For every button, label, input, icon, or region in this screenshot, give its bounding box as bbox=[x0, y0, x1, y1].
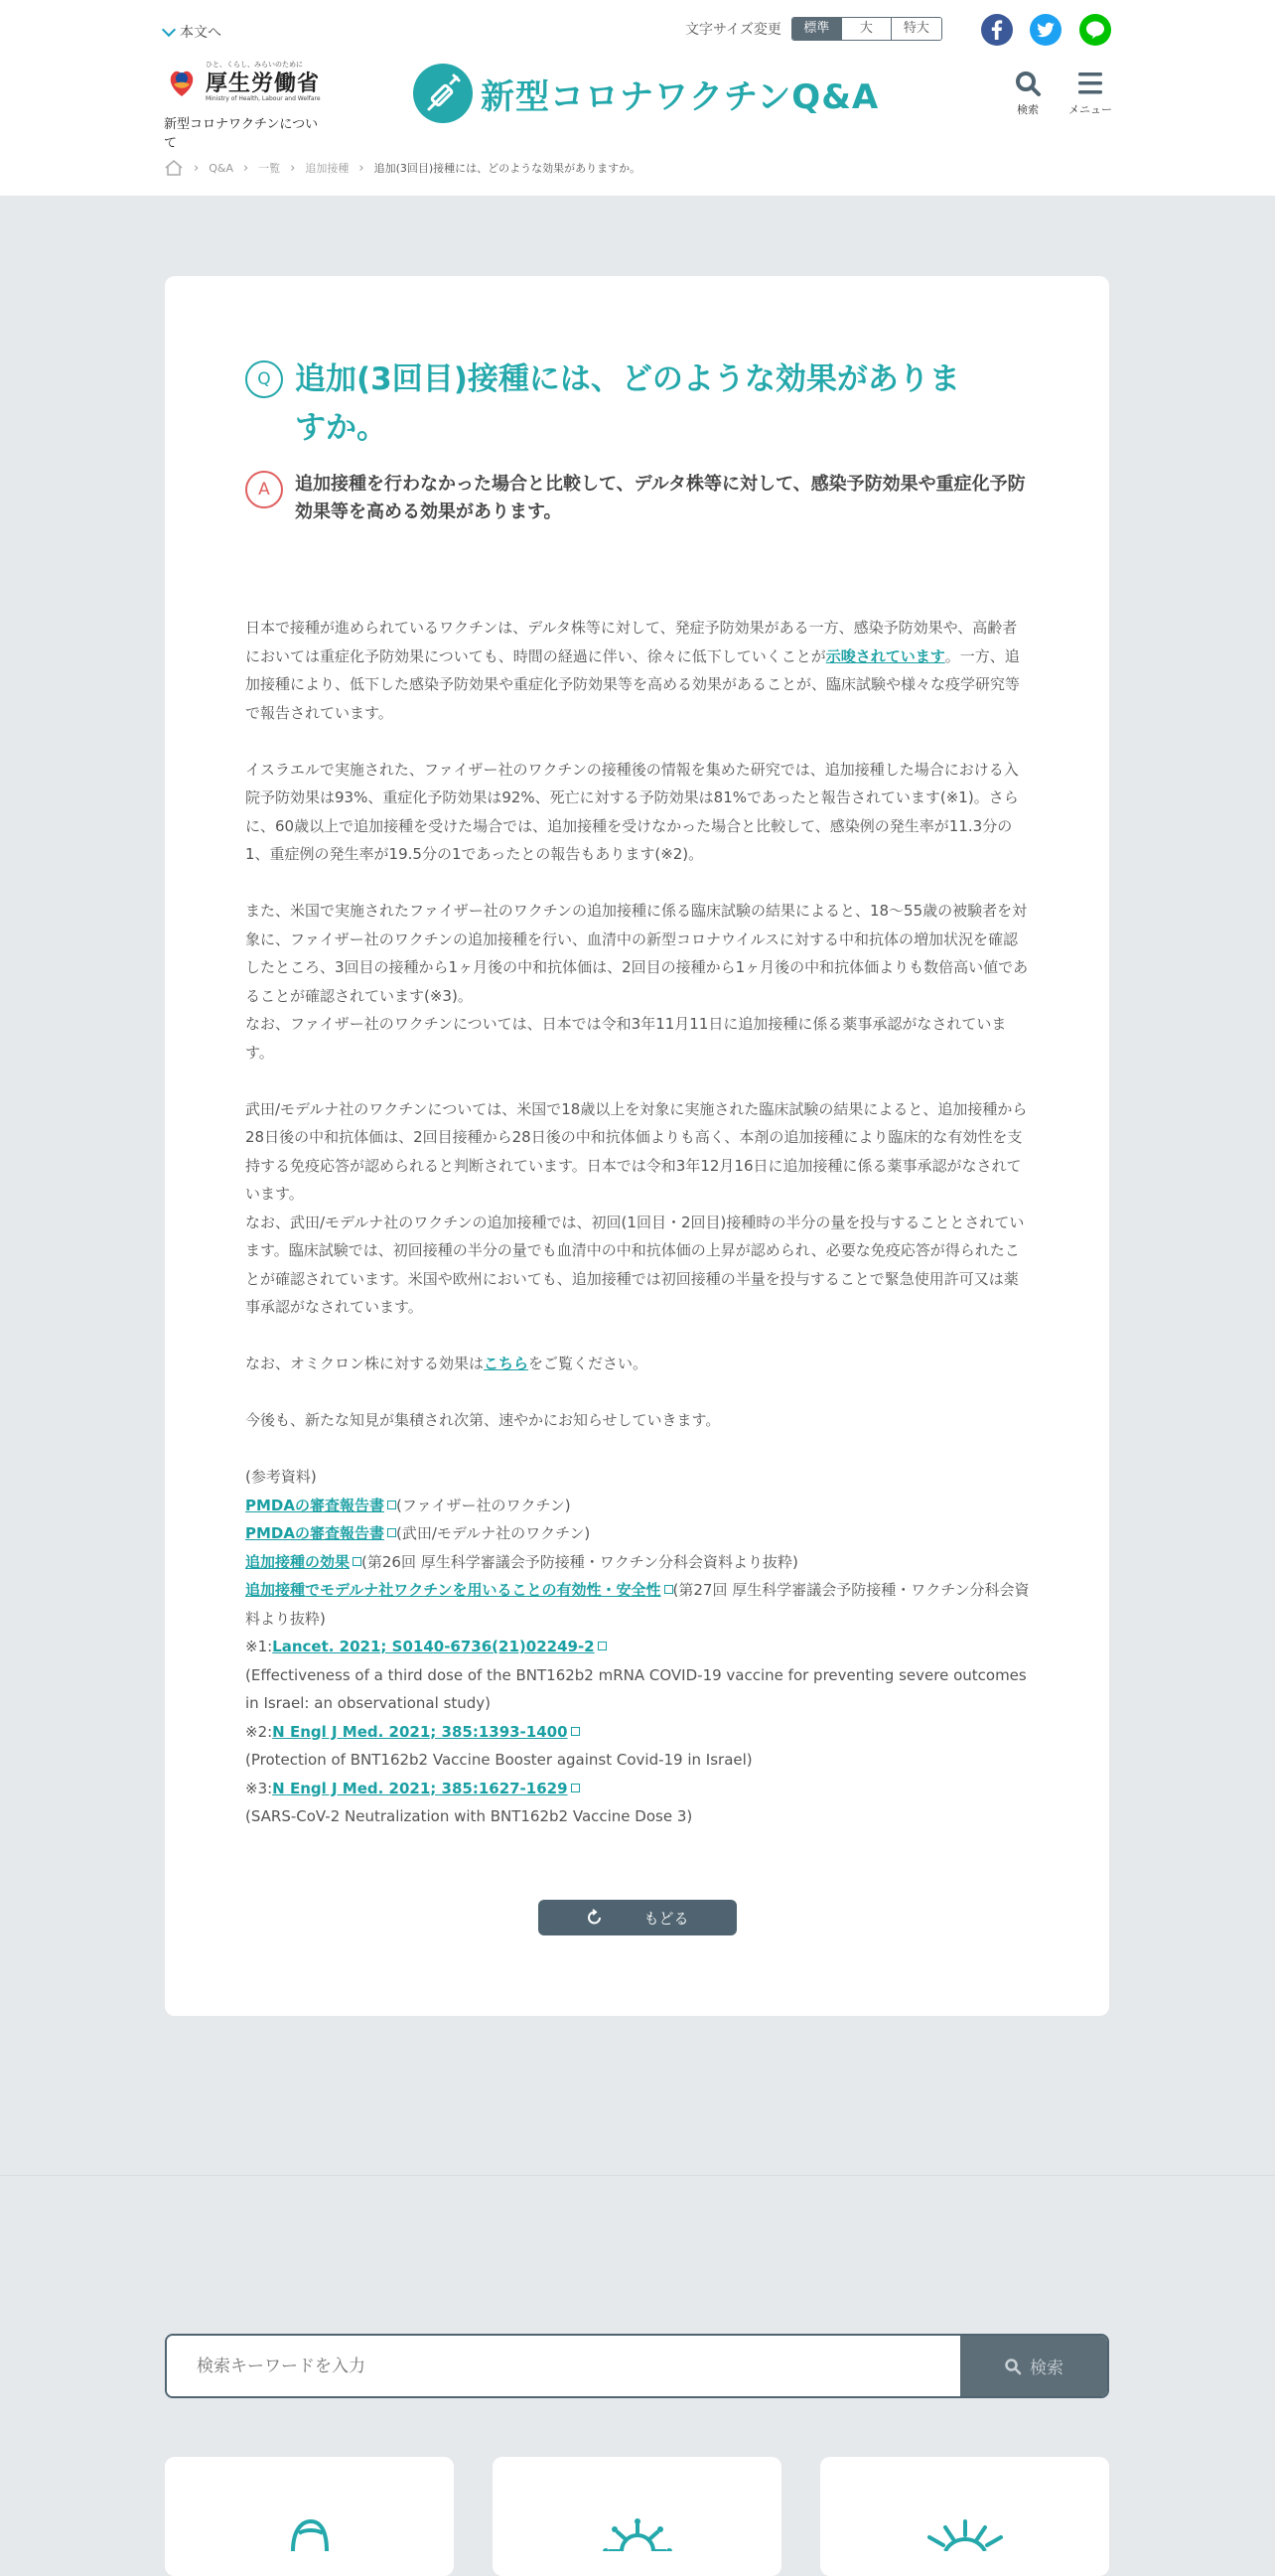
site-title-text: 新型コロナワクチンQ&A bbox=[481, 76, 880, 117]
header-search-button[interactable] bbox=[1011, 70, 1045, 117]
breadcrumb-separator-icon: › bbox=[242, 160, 249, 176]
skip-link-label: 本文へ bbox=[180, 25, 221, 41]
reference-item: 追加接種でモデルナ社ワクチンを用いることの有効性・安全性 (第27回 厚生科学審議会予防接種・ワクチン分科会資料より抜粋) bbox=[245, 1581, 1030, 1628]
mhlw-logo[interactable] bbox=[164, 61, 323, 151]
hamburger-menu-icon bbox=[1076, 70, 1104, 97]
chevron-down-icon bbox=[162, 22, 176, 36]
virus-icon bbox=[583, 2511, 692, 2551]
reference-item: PMDAの審査報告書 (ファイザー社のワクチン) bbox=[245, 1496, 571, 1514]
nejm-1393-link[interactable]: N Engl J Med. 2021; 385:1393-1400 bbox=[272, 1722, 568, 1741]
header-menu-button[interactable] bbox=[1067, 70, 1113, 117]
footer-divider bbox=[0, 2175, 1275, 2176]
external-link-icon bbox=[664, 1585, 673, 1594]
footnote-desc: (Protection of BNT162b2 Vaccine Booster against Covid-19 in Israel) bbox=[245, 1751, 753, 1769]
mhlw-logo-mark-icon bbox=[164, 64, 200, 99]
person-icon bbox=[275, 2511, 345, 2551]
reference-item: PMDAの審査報告書 (武田/モデルナ社のワクチン) bbox=[245, 1524, 591, 1542]
font-size-standard-button[interactable]: 標準 bbox=[792, 18, 842, 40]
logo-english: Ministry of Health, Labour and Welfare bbox=[206, 95, 321, 102]
footnote-desc: (SARS-CoV-2 Neutralization with BNT162b2 Vaccine Dose 3) bbox=[245, 1807, 693, 1825]
footnote-item: ※3:N Engl J Med. 2021; 385:1627-1629 bbox=[245, 1775, 1030, 1803]
menu-label: メニュー bbox=[1068, 103, 1112, 116]
home-icon[interactable] bbox=[164, 159, 184, 177]
answer-badge: A bbox=[245, 471, 283, 508]
paragraph-1: 日本で接種が進められているワクチンは、デルタ株等に対して、発症予防効果がある一方、感染予防効果や、高齢者においては重症化予防効果についても、時間の経過に伴い、徐々に低下していくことが示唆されています。一方、追加接種により、低下した感染予防効果や重症化予防効果等を高める効果があることが、臨床試験や様々な疫学研究等で報告されています。 bbox=[245, 619, 1021, 722]
answer-summary: 追加接種を行わなかった場合と比較して、デルタ株等に対して、感染予防効果や重症化予防効果等を高める効果があります。 bbox=[295, 474, 1026, 522]
breadcrumb bbox=[164, 159, 640, 177]
answer-body bbox=[245, 614, 1030, 1831]
qa-card bbox=[165, 276, 1109, 2016]
back-button[interactable] bbox=[538, 1900, 737, 1935]
answer-row bbox=[245, 471, 1030, 526]
facebook-share-icon[interactable] bbox=[981, 14, 1013, 46]
external-link-icon bbox=[387, 1528, 396, 1537]
search-icon bbox=[1004, 2358, 1022, 2375]
footnote-item: ※2:N Engl J Med. 2021; 385:1393-1400 bbox=[245, 1718, 1030, 1747]
external-link-icon bbox=[571, 1727, 580, 1736]
font-size-switcher bbox=[685, 17, 942, 41]
breadcrumb-current: 追加(3回目)接種には、どのような効果がありますか。 bbox=[373, 162, 641, 175]
search-icon bbox=[1014, 70, 1042, 97]
moderna-booster-safety-link[interactable]: 追加接種でモデルナ社ワクチンを用いることの有効性・安全性 bbox=[245, 1581, 661, 1599]
search-label: 検索 bbox=[1017, 103, 1039, 116]
logo-tagline: ひと、くらし、みらいのために bbox=[206, 61, 303, 69]
footer-search-button[interactable] bbox=[960, 2336, 1107, 2396]
question-badge: Q bbox=[245, 360, 283, 398]
breadcrumb-item-qa[interactable]: Q&A bbox=[209, 161, 233, 175]
breadcrumb-separator-icon: › bbox=[290, 160, 296, 176]
nejm-1627-link[interactable]: N Engl J Med. 2021; 385:1627-1629 bbox=[272, 1779, 568, 1797]
category-card-sun[interactable] bbox=[820, 2457, 1109, 2576]
external-link-icon bbox=[353, 1557, 361, 1566]
footer-search-input[interactable] bbox=[167, 2336, 960, 2396]
sunrise-icon bbox=[906, 2511, 1025, 2551]
paragraph-7: なお、オミクロン株に対する効果はこちらをご覧ください。 bbox=[245, 1355, 648, 1372]
back-button-label: もどる bbox=[643, 1909, 689, 1928]
site-header bbox=[0, 0, 1275, 196]
paragraph-8: 今後も、新たな知見が集積され次第、速やかにお知らせしていきます。 bbox=[245, 1411, 721, 1429]
site-title-link[interactable] bbox=[413, 64, 879, 123]
references bbox=[245, 1463, 1030, 1831]
font-size-label: 文字サイズ変更 bbox=[685, 22, 781, 38]
font-size-large-button[interactable]: 大 bbox=[842, 18, 892, 40]
footer-search-button-label: 検索 bbox=[1030, 2359, 1063, 2378]
references-heading: (参考資料) bbox=[245, 1468, 317, 1486]
external-link-icon bbox=[571, 1784, 580, 1792]
question-title: 追加(3回目)接種には、どのような効果がありますか。 bbox=[295, 361, 960, 446]
external-link-icon bbox=[598, 1642, 607, 1650]
category-card-people[interactable] bbox=[165, 2457, 454, 2576]
omicron-link[interactable]: こちら bbox=[484, 1355, 529, 1372]
breadcrumb-item-booster[interactable]: 追加接種 bbox=[305, 162, 350, 175]
pmda-report-pfizer-link[interactable]: PMDAの審査報告書 bbox=[245, 1496, 384, 1514]
pmda-report-moderna-link[interactable]: PMDAの審査報告書 bbox=[245, 1524, 384, 1542]
paragraph-6: なお、武田/モデルナ社のワクチンの追加接種では、初回(1回目・2回目)接種時の半分の量を投与することとされています。臨床試験では、初回接種の半分の量でも血清中の中和抗体価の上昇が認められ、必要な免疫応答が得られたことが確認されています。米国や欧州においても、追加接種では初回接種の半量を投与することで緊急使用許可又は薬事承認がなされています。 bbox=[245, 1213, 1025, 1316]
external-link-icon bbox=[387, 1501, 396, 1509]
logo-name: 厚生労働省 bbox=[206, 70, 321, 96]
logo-subtitle: 新型コロナワクチンについて bbox=[164, 117, 319, 151]
font-size-xlarge-button[interactable]: 特大 bbox=[892, 18, 941, 40]
refresh-back-icon bbox=[586, 1909, 604, 1927]
footnote-item: ※1:Lancet. 2021; S0140-6736(21)02249-2 bbox=[245, 1633, 1030, 1661]
paragraph-5: 武田/モデルナ社のワクチンについては、米国で18歳以上を対象に実施された臨床試験の結果によると、追加接種から28日後の中和抗体価は、2回目接種から28日後の中和抗体価よりも高く、本剤の追加接種により臨床的な有効性を支持する免疫応答が認められると判断されています。日本では令和3年12月16日に追加接種に係る薬事承認がなされています。 bbox=[245, 1099, 1028, 1203]
reference-item: 追加接種の効果 (第26回 厚生科学審議会予防接種・ワクチン分科会資料より抜粋) bbox=[245, 1552, 798, 1571]
paragraph-3: また、米国で実施されたファイザー社のワクチンの追加接種に係る臨床試験の結果によると、18～55歳の被験者を対象に、ファイザー社のワクチンの追加接種を行い、血清中の新型コロナウイルスに対する中和抗体の増加状況を確認したところ、3回目の接種から1ヶ月後の中和抗体価は、2回目の接種から1ヶ月後の中和抗体価よりも数倍高い値であることが確認されています(※3)。 bbox=[245, 902, 1029, 1005]
footer-search-form bbox=[165, 2334, 1109, 2398]
booster-effect-link[interactable]: 追加接種の効果 bbox=[245, 1552, 351, 1571]
suggested-link[interactable]: 示唆されています bbox=[825, 646, 945, 665]
question-row bbox=[245, 356, 990, 453]
category-card-virus[interactable] bbox=[493, 2457, 781, 2576]
footnote-desc: (Effectiveness of a third dose of the BNT162b2 mRNA COVID-19 vaccine for preventing severe outcomes in Israel: an observational study) bbox=[245, 1665, 1027, 1712]
skip-to-content-link[interactable] bbox=[164, 22, 221, 42]
syringe-icon bbox=[413, 64, 473, 123]
paragraph-2: イスラエルで実施された、ファイザー社のワクチンの接種後の情報を集めた研究では、追加接種した場合における入院予防効果は93%、重症化予防効果は92%、死亡に対する予防効果は81%であったと報告されています(※1)。さらに、60歳以上で追加接種を受けた場合では、追加接種を受けなかった場合と比較して、感染例の発生率が11.3分の1、重症例の発生率が19.5分の1であったとの報告もあります(※2)。 bbox=[245, 760, 1019, 863]
breadcrumb-separator-icon: › bbox=[358, 160, 364, 176]
line-share-icon[interactable] bbox=[1079, 14, 1111, 46]
lancet-link[interactable]: Lancet. 2021; S0140-6736(21)02249-2 bbox=[272, 1638, 595, 1655]
breadcrumb-separator-icon: › bbox=[194, 160, 200, 176]
paragraph-4: なお、ファイザー社のワクチンについては、日本では令和3年11月11日に追加接種に係る薬事承認がなされています。 bbox=[245, 1015, 1007, 1062]
breadcrumb-item-list[interactable]: 一覧 bbox=[258, 162, 281, 175]
twitter-share-icon[interactable] bbox=[1030, 14, 1062, 46]
